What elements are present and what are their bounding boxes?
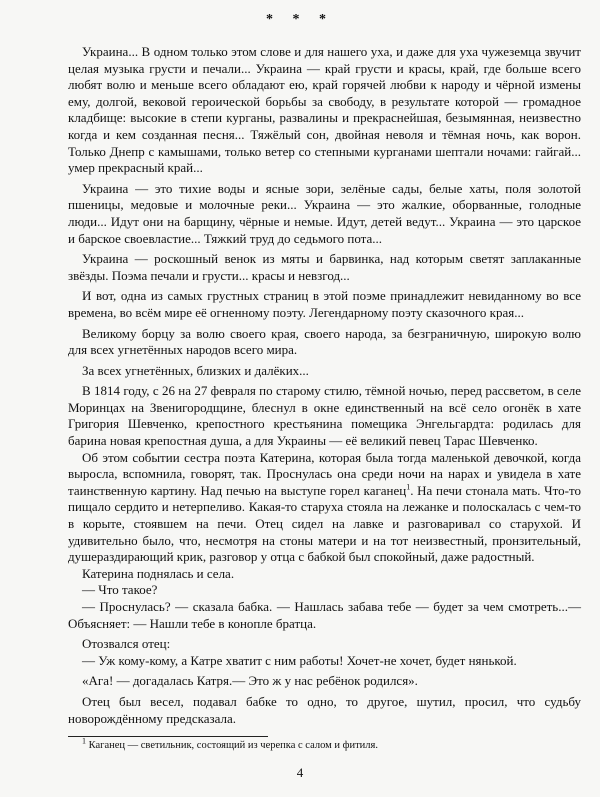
paragraph-13: — Уж кому-кому, а Катре хватит с ним работы! Хочет-не хочет, будет нянькой.: [82, 652, 517, 668]
paragraph-8-start: Об этом событии сестра поэта Катерина, которая была тогда маленькой девочкой, когда выросла, вспомнила, говорят, так. Проснулась она среди ночи на нарах и увидела в хате таинственную картину. Над печью на выступе горел каганец: [68, 449, 581, 498]
paragraph-7: В 1814 году, с 26 на 27 февраля по старому стилю, тёмной ночью, перед рассветом, в селе Моринцах на Звенигородщине, блеснул в окне единственный на всё село огонёк в хате Григория Шевченко, крепостного крестьянина помещика Энгельгардта: родилась для барина новая крепостная душа, а для Украины — её великий певец Тарас Шевченко.: [68, 383, 581, 449]
paragraph-12: Отозвался отец:: [82, 636, 171, 652]
footnote-reference: 1: [406, 482, 411, 492]
paragraph-14: «Ага! — догадалась Катря.— Это ж у нас ребёнок родился».: [82, 673, 418, 689]
paragraph-6: За всех угнетённых, близких и далёких...: [82, 362, 309, 378]
page-number: 4: [296, 765, 304, 780]
paragraph-9: Катерина поднялась и села.: [82, 565, 235, 581]
paragraph-1: Украина... В одном только этом слове и для нашего уха, и даже для уха чужеземца звучит целая музыка грусти и печали... Украина — край грусти и красы, край, где больше всего любят волю и меньше всего обладают ею, край горячей любви к народу и чёрной измены ему, долгой, вековой героической борьбы за свободу, в результате которой — громадное кладбище: высокие в степи курганы, развалины и прекраснейшая, безымянная, неизвестно когда и кем созданная песня... Тяжёлый сон, двойная неволя и тёмная ночь, как ворон. Только Днепр с камышами, только ветер со степными курганами шептали ночами: гайгай... умер прекрасный край...: [68, 44, 581, 176]
section-separator: * * *: [266, 12, 334, 27]
main-text: [68, 44, 581, 727]
paragraph-10: — Что такое?: [82, 582, 158, 598]
paragraph-3: Украина — роскошный венок из мяты и барвинка, над которым светят заплаканные звёзды. Поэма печали и грусти... красы и невзгод...: [68, 251, 581, 283]
paragraph-11: — Проснулась? — сказала бабка. — Нашлась забава тебе — будет за чем смотреть...— Объясняет: — Нашли тебе в конопле братца.: [68, 599, 581, 631]
paragraph-15: Отец был весел, подавал бабке то одно, то другое, шутил, просил, что судьбу новорождённому предсказала.: [68, 693, 581, 726]
paragraph-8: [68, 450, 581, 566]
paragraph-4: И вот, одна из самых грустных страниц в этой поэме принадлежит невиданному во все времена, во всём мире её огненному поэту. Легендарному поэту сказочного края...: [68, 288, 581, 320]
paragraph-2: Украина — это тихие воды и ясные зори, зелёные сады, белые хаты, поля золотой пшеницы, медовые и молочные реки... Украина — это жалкие, оборванные, голодные люди... Идут они на барщину, чёрные и немые. Идут, детей ведут... Украина — это царское и барское своевластие... Тяжкий труд до седьмого пота...: [68, 180, 581, 246]
paragraph-5: Великому борцу за волю своего края, своего народа, за безграничную, широкую волю для всех угнетённых народов всего мира.: [68, 325, 581, 358]
footnote: [68, 736, 581, 752]
footnote-divider: [68, 736, 268, 737]
footnote-text: Каганец — светильник, состоящий из черепка с салом и фитиля.: [88, 740, 378, 751]
footnote-mark: 1: [82, 736, 86, 746]
paragraph-8-rest: . На печи стонала мать. Что-то пищало сердито и нетерпеливо. Какая-то старуха стояла на лежанке и полоскалась с чем-то в корыте, стоявшем на печи. Отец сидел на лавке и разговаривал со старухой. И удивительно было, что, несмотря на стоны матери и на тот неизвестный, пронзительный, душераздирающий крик, разговор у отца с бабкой был спокойный, даже радостный.: [68, 482, 581, 565]
